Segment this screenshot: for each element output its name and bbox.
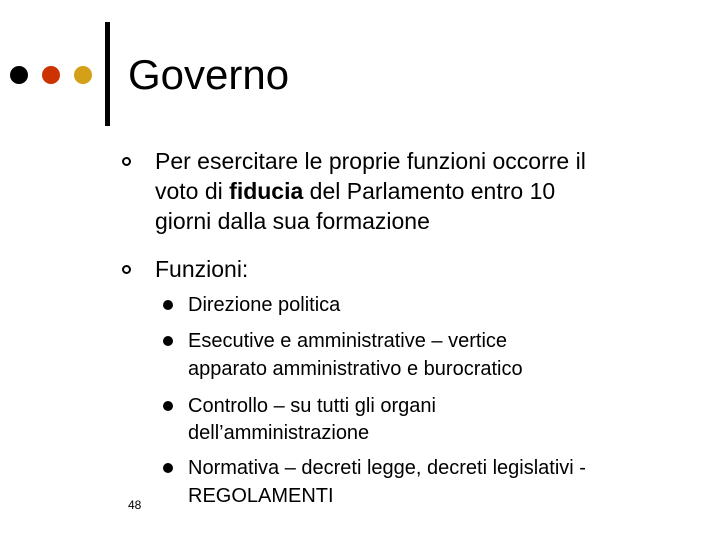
yellow-dot-icon (74, 66, 92, 84)
bold-term: fiducia (229, 178, 304, 204)
bullet-line: voto di fiducia del Parlamento entro 10 (155, 178, 556, 204)
hollow-circle-bullet-icon (122, 157, 131, 166)
red-dot-icon (42, 66, 60, 84)
hollow-circle-bullet-icon (122, 265, 131, 274)
bullet-line: Funzioni: (155, 256, 249, 282)
sub-bullet-line: Direzione politica (188, 294, 341, 316)
slide-number: 48 (128, 498, 142, 512)
filled-circle-bullet-icon (163, 300, 173, 310)
slide-title: Governo (128, 51, 290, 98)
filled-circle-bullet-icon (163, 463, 173, 473)
sub-bullet-line: apparato amministrativo e burocratico (188, 358, 523, 380)
title-divider (105, 22, 110, 126)
sub-bullet-line: Controllo – su tutti gli organi (188, 395, 436, 417)
sub-bullet-line: dell’amministrazione (188, 422, 370, 444)
bullet-line: giorni dalla sua formazione (155, 208, 430, 234)
black-dot-icon (10, 66, 28, 84)
sub-bullet-line: Esecutive e amministrative – vertice (188, 330, 508, 352)
bullet-line: Per esercitare le proprie funzioni occorre il (155, 148, 586, 174)
sub-bullet-line: Normativa – decreti legge, decreti legislativi - (188, 457, 586, 479)
filled-circle-bullet-icon (163, 336, 173, 346)
filled-circle-bullet-icon (163, 401, 173, 411)
sub-bullet-line: REGOLAMENTI (188, 485, 334, 507)
